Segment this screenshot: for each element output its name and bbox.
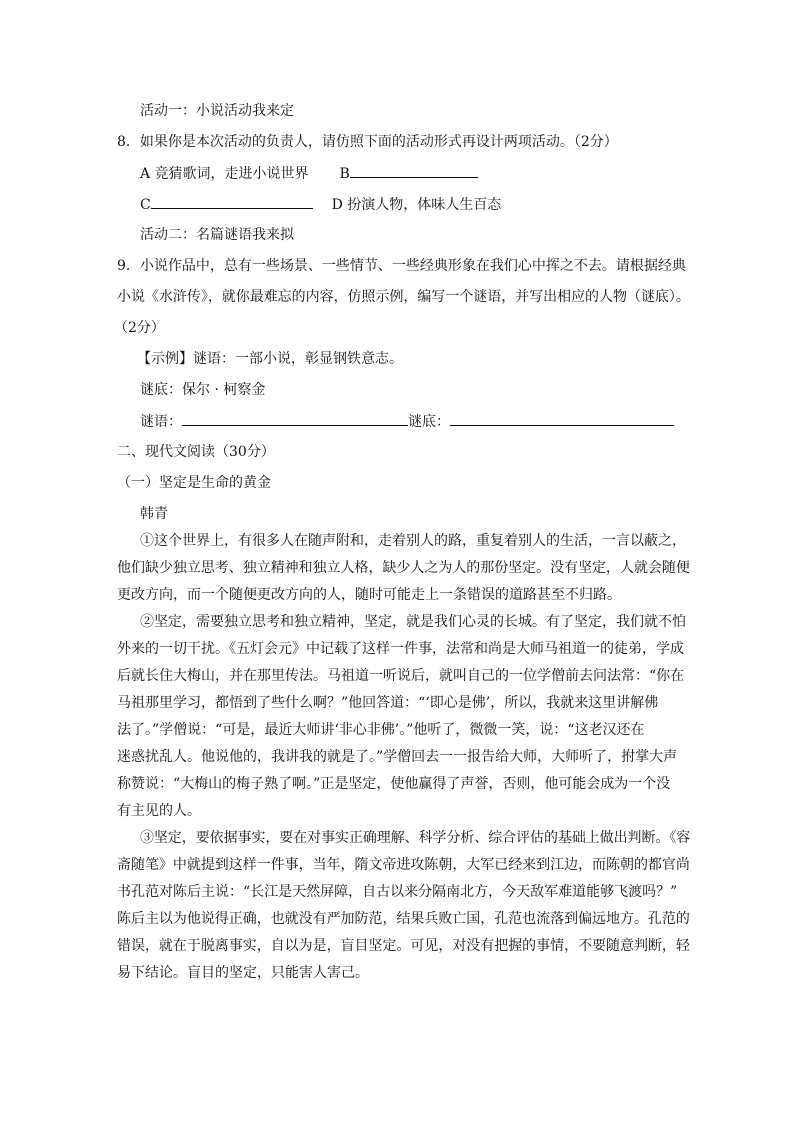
question-9-line-1: 9．小说作品中，总有一些场景、一些情节、一些经典形象在我们心中挥之不去。请根据经典 <box>117 258 686 274</box>
riddle-answer-row <box>140 411 674 432</box>
paragraph-3-line-6: 易下结论。盲目的坚定，只能害人害己。 <box>117 965 369 981</box>
paragraph-2-line-4: 马祖那里学习，都悟到了些什么啊？”他回答道：“‘即心是佛’，所以，我就来这里讲解佛 <box>117 695 659 711</box>
reading-author: 韩青 <box>140 506 168 522</box>
q8-option-b-blank[interactable] <box>350 163 478 178</box>
paragraph-3-line-4: 陈后主以为他说得正确，也就没有严加防范，结果兵败亡国，孔范也流落到偏远地方。孔范的 <box>117 911 690 927</box>
paragraph-2-line-8: 有主见的人。 <box>117 803 201 819</box>
reading-title: （一）坚定是生命的黄金 <box>117 475 271 491</box>
example-riddle-text: 谜语：一部小说，彰显钢铁意志。 <box>193 351 403 367</box>
q8-option-b-label: B <box>339 166 350 182</box>
question-9-line-2: 小说《水浒传》，就你最难忘的内容，仿照示例，编写一个谜语，并写出相应的人物（谜底）。 <box>117 289 690 305</box>
paragraph-1-line-3: 更改方向，而一个随便更改方向的人，随时可能走上一条错误的道路甚至不归路。 <box>117 587 621 603</box>
activity2-heading: 活动二：名篇谜语我来拟 <box>140 227 294 243</box>
paragraph-3-line-1: ③坚定，要依据事实，要在对事实正确理解、科学分析、综合评估的基础上做出判断。《容 <box>140 830 691 846</box>
question-8: 8．如果你是本次活动的负责人，请仿照下面的活动形式再设计两项活动。（2分） <box>117 134 618 150</box>
paragraph-3-line-3: 书孔范对陈后主说：“长江是天然屏障，自古以来分隔南北方，今天敌军难道能够飞渡吗？” <box>117 884 678 900</box>
q8-option-d-text: D 扮演人物，体味人生百态 <box>331 197 502 213</box>
q8-option-a-text: A 竞猜歌词，走进小说世界 <box>140 166 309 182</box>
section-2-heading: 二、现代文阅读（30分） <box>117 444 275 460</box>
answer-blank[interactable] <box>450 411 674 426</box>
paragraph-2-line-7: 称赞说：“大梅山的梅子熟了啊。”正是坚定，使他赢得了声誉，否则，他可能会成为一个没 <box>117 776 671 792</box>
paragraph-1-line-1: ①这个世界上，有很多人在随声附和，走着别人的路，重复着别人的生活，一言以蔽之， <box>140 533 686 549</box>
paragraph-1-line-2: 他们缺少独立思考、独立精神和独立人格，缺少人之为人的那份坚定。没有坚定，人就会随便 <box>117 560 690 576</box>
paragraph-2-line-6: 迷惑扰乱人。他说他的，我讲我的就是了。”学僧回去一一报告给大师，大师听了，拊掌大声 <box>117 749 678 765</box>
question-9-line-3: （2分） <box>114 320 165 336</box>
answer-label: 谜底： <box>408 414 450 430</box>
example-tag: 【示例】 <box>137 351 193 367</box>
q8-option-c-label: C <box>140 197 151 213</box>
paragraph-2-line-3: 后就长住大梅山，并在那里传法。马祖道一听说后，就叫自己的一位学僧前去问法常：“你在 <box>117 668 685 684</box>
activity1-heading: 活动一：小说活动我来定 <box>140 103 294 119</box>
q8-option-c <box>140 194 501 215</box>
example-answer: 谜底：保尔 · 柯察金 <box>140 382 266 398</box>
riddle-blank[interactable] <box>182 411 408 426</box>
q8-option-a <box>140 163 478 184</box>
paragraph-2-line-2: 外来的一切干扰。《五灯会元》中记载了这样一件事，法常和尚是大师马祖道一的徒弟，学成 <box>117 641 684 657</box>
paragraph-3-line-5: 错误，就在于脱离事实，自以为是，盲目坚定。可见，对没有把握的事情，不要随意判断，轻 <box>117 938 690 954</box>
paragraph-3-line-2: 斋随笔》中就提到这样一件事，当年，隋文帝进攻陈朝，大军已经来到江边，而陈朝的都官尚 <box>117 857 690 873</box>
riddle-label: 谜语： <box>140 414 182 430</box>
paragraph-2-line-1: ②坚定，需要独立思考和独立精神，坚定，就是我们心灵的长城。有了坚定，我们就不怕 <box>140 614 686 630</box>
q8-option-c-blank[interactable] <box>151 194 313 209</box>
paragraph-2-line-5: 法了。”学僧说：“可是，最近大师讲‘非心非佛’。”他听了，微微一笑，说：“这老汉还在 <box>117 722 645 738</box>
example-riddle <box>137 349 403 369</box>
